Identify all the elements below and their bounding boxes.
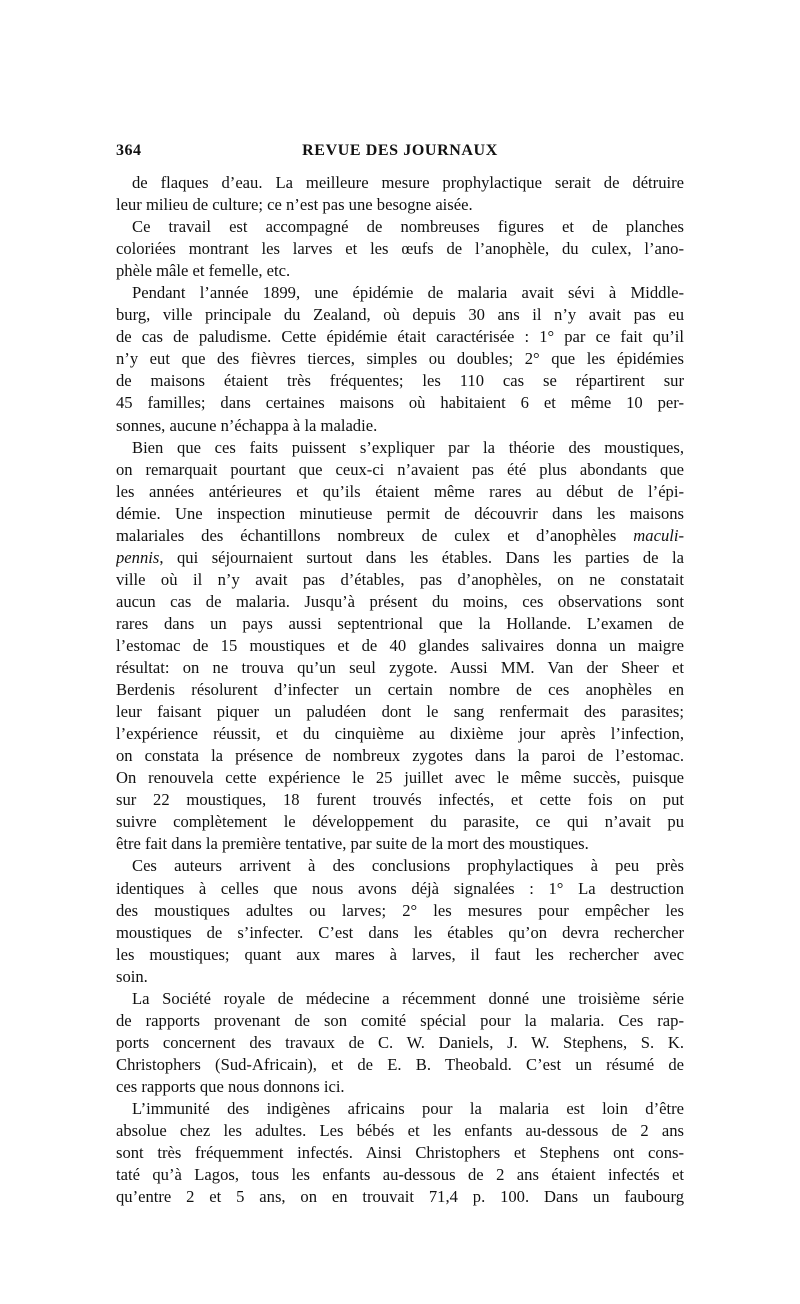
text-line: de maisons étaient très fréquentes; les 110 cas se répartirent sur [116, 371, 684, 391]
text-line: leur milieu de culture; ce n’est pas une besogne aisée. [116, 195, 473, 215]
text-line: phèle mâle et femelle, etc. [116, 261, 291, 281]
paragraph [116, 988, 684, 1098]
journal-title: REVUE DES JOURNAUX [302, 142, 498, 159]
text-line: pennis, qui séjournaient surtout dans les étables. Dans les parties de la [116, 547, 684, 567]
text-line: de cas de paludisme. Cette épidémie était caractérisée : 1° par ce fait qu’il [116, 327, 684, 347]
text-line: identiques à celles que nous avons déjà signalées : 1° La destruction [116, 878, 684, 898]
text-line: n’y eut que des fièvres tierces, simples ou doubles; 2° que les épidémies [116, 349, 684, 369]
text-line: ces rapports que nous donnons ici. [116, 1076, 345, 1096]
text-line: qu’entre 2 et 5 ans, on en trouvait 71,4 p. 100. Dans un faubourg [116, 1187, 684, 1207]
text-line: démie. Une inspection minutieuse permit de découvrir dans les maisons [116, 503, 684, 523]
text-line: taté qu’à Lagos, tous les enfants au-dessous de 2 ans étaient infectés et [116, 1165, 684, 1185]
text-line: résultat: on ne trouva qu’un seul zygote. Aussi MM. Van der Sheer et [116, 658, 684, 678]
paragraph [116, 172, 684, 216]
text-line: coloriées montrant les larves et les œufs de l’anophèle, du culex, l’ano- [116, 239, 684, 259]
text-line: absolue chez les adultes. Les bébés et les enfants au-dessous de 2 ans [116, 1121, 684, 1141]
text-line: ports concernent des travaux de C. W. Daniels, J. W. Stephens, S. K. [116, 1032, 684, 1052]
text-line: de rapports provenant de son comité spécial pour la malaria. Ces rap- [116, 1010, 684, 1030]
text-line: rares dans un pays aussi septentrional que la Hollande. L’examen de [116, 613, 684, 633]
text-line: sur 22 moustiques, 18 furent trouvés infectés, et cette fois on put [116, 790, 684, 810]
text-line: 45 familles; dans certaines maisons où habitaient 6 et même 10 per- [116, 393, 684, 413]
text-line: l’estomac de 15 moustiques et de 40 glandes salivaires donna un maigre [116, 635, 684, 655]
text-line: de flaques d’eau. La meilleure mesure prophylactique serait de détruire [132, 173, 684, 192]
text-line: Pendant l’année 1899, une épidémie de malaria avait sévi à Middle- [132, 283, 684, 303]
article-body [116, 172, 684, 1208]
text-line: moustiques de s’infecter. C’est dans les étables qu’on devra rechercher [116, 922, 684, 942]
text-line: L’immunité des indigènes africains pour la malaria est loin d’être [132, 1098, 684, 1118]
text-line: burg, ville principale du Zealand, où depuis 30 ans il n’y avait pas eu [116, 305, 684, 325]
text-line: On renouvela cette expérience le 25 juillet avec le même succès, puisque [116, 768, 684, 788]
running-head [116, 140, 684, 166]
text-line: on remarquait pourtant que ceux-ci n’avaient pas été plus abondants que [116, 459, 684, 479]
text-line: les moustiques; quant aux mares à larves, il faut les rechercher avec [116, 944, 684, 964]
text-line: leur faisant piquer un paludéen dont le sang renfermait des parasites; [116, 702, 684, 722]
paragraph [116, 216, 684, 282]
paragraph [116, 282, 684, 436]
text-line: l’expérience réussit, et du cinquième au dixième jour après l’infection, [116, 724, 684, 744]
text-line: Ce travail est accompagné de nombreuses figures et de planches [132, 217, 684, 237]
text-line: Christophers (Sud-Africain), et de E. B. Theobald. C’est un résumé de [116, 1054, 684, 1074]
text-line: Berdenis résolurent d’infecter un certain nombre de ces anophèles en [116, 680, 684, 700]
paragraph [116, 1098, 684, 1208]
text-line: soin. [116, 966, 148, 986]
paragraph [116, 855, 684, 987]
text-line: Bien que ces faits puissent s’expliquer par la théorie des moustiques, [132, 437, 684, 457]
text-line: être fait dans la première tentative, par suite de la mort des moustiques. [116, 834, 589, 854]
text-line: on constata la présence de nombreux zygotes dans la paroi de l’estomac. [116, 746, 684, 766]
paragraph [116, 437, 684, 856]
text-line: malariales des échantillons nombreux de culex et d’anophèles maculi- [116, 525, 684, 545]
text-line: suivre complètement le développement du parasite, ce qui n’avait pu [116, 812, 684, 832]
text-line: Ces auteurs arrivent à des conclusions prophylactiques à peu près [132, 856, 684, 876]
book-page [116, 140, 684, 1208]
text-line: des moustiques adultes ou larves; 2° les mesures pour empêcher les [116, 900, 684, 920]
text-line: La Société royale de médecine a récemment donné une troisième série [132, 988, 684, 1008]
text-line: sonnes, aucune n’échappa à la maladie. [116, 415, 378, 435]
text-line: ville où il n’y avait pas d’étables, pas d’anophèles, on ne constatait [116, 569, 684, 589]
text-line: les années antérieures et qu’ils étaient même rares au début de l’épi- [116, 481, 684, 501]
text-line: aucun cas de malaria. Jusqu’à présent du moins, ces observations sont [116, 591, 684, 611]
text-line: sont très fréquemment infectés. Ainsi Christophers et Stephens ont cons- [116, 1143, 684, 1163]
page-number: 364 [116, 142, 142, 159]
